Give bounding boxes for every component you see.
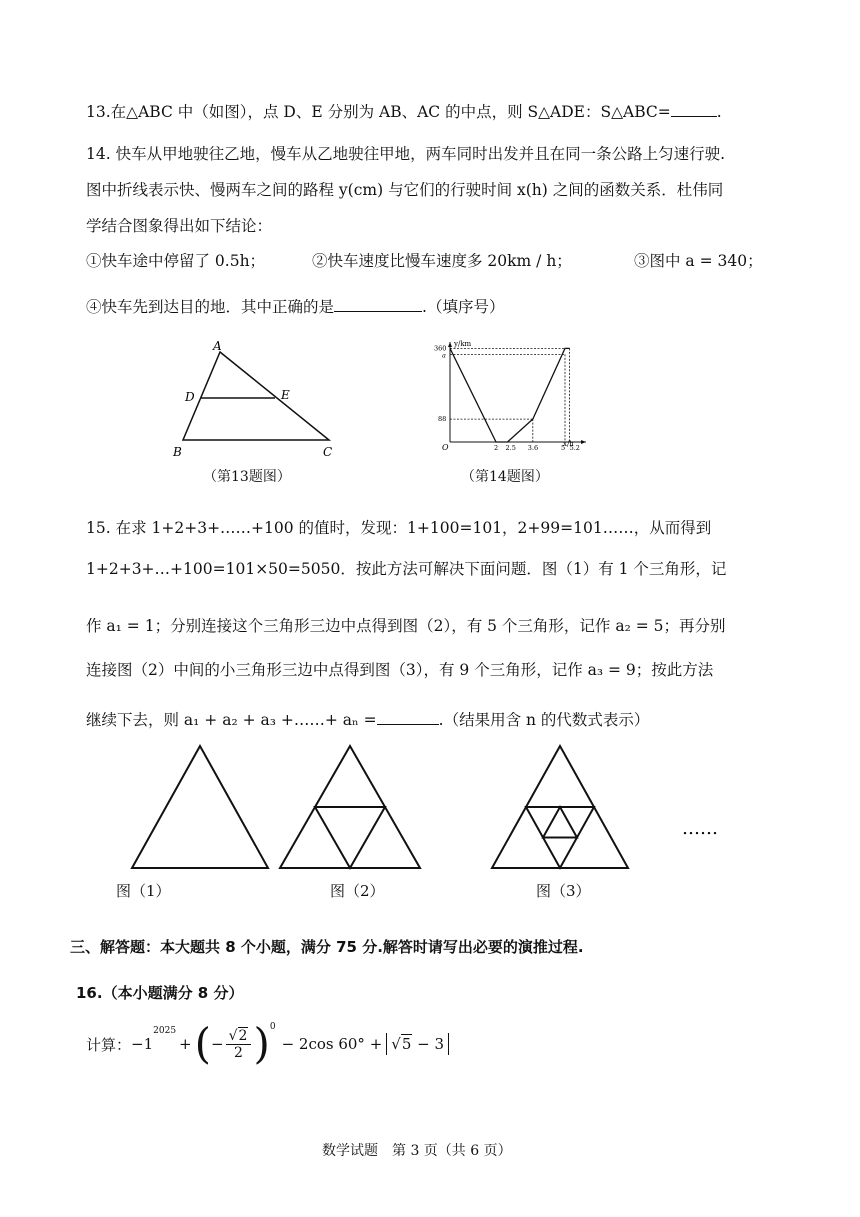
exponent-0: 0 (269, 1022, 276, 1032)
question-15-sum: 继续下去，则 a₁ + a₂ + a₃ +……+ aₙ = (86, 711, 377, 729)
question-14-conclusion-3: ③图中 a = 340； (634, 252, 763, 270)
exponent-2025: 2025 (153, 1026, 177, 1036)
figure-1-triangle (132, 746, 268, 868)
question-15-line-5 (86, 708, 649, 730)
figure-15-triangles (60, 740, 760, 875)
question-15-line-4: 连接图（2）中间的小三角形三边中点得到图（3），有 9 个三角形，记作 a₃ = 9；按此方法 (86, 661, 714, 679)
radicand-2: 2 (238, 1027, 248, 1044)
answer-blank-14[interactable] (334, 297, 422, 312)
question-15-line-3: 作 a₁ = 1；分别连接这个三角形三边中点得到图（2），有 5 个三角形，记作 a₂ = 5；再分别 (86, 617, 726, 635)
left-paren: ( (194, 1019, 212, 1068)
term-minus-one: −1 (131, 1035, 154, 1053)
question-14-conclusion-4: ④快车先到达目的地．其中正确的是 (86, 298, 335, 316)
label-e: E (281, 388, 290, 402)
minus-three: − 3 (412, 1035, 445, 1053)
figure-3-triangle (492, 746, 628, 868)
question-14-line-5 (86, 295, 504, 317)
denominator-2: 2 (234, 1044, 243, 1061)
cos-term: − 2cos 60° + (281, 1035, 383, 1053)
question-15-line-2: 1+2+3+…+100=101×50=5050．按此方法可解决下面问题．图（1）有 1 个三角形，记 (86, 560, 727, 578)
question-13 (86, 100, 722, 122)
label-a: A (213, 339, 222, 353)
label-d: D (185, 390, 195, 404)
compute-label: 计算： (86, 1035, 132, 1054)
question-16-heading: 16.（本小题满分 8 分） (76, 984, 244, 1002)
figure-2-caption: 图（2） (330, 882, 385, 900)
figure-14-caption: （第14题图） (461, 469, 549, 485)
question-13-end: . (716, 103, 722, 121)
question-14-end: .（填序号） (422, 298, 505, 316)
x-tick-2-5: 2.5 (505, 444, 516, 452)
question-14-conclusion-1: ①快车途中停留了 0.5h； (86, 252, 266, 270)
question-14-line-2: 图中折线表示快、慢两车之间的路程 y(cm) 与它们的行驶时间 x(h) 之间的函数关系．杜伟同 (86, 181, 724, 199)
x-axis-arrow (581, 440, 586, 444)
distance-line (450, 348, 570, 442)
question-15-end: .（结果用含 n 的代数式表示） (438, 711, 650, 729)
question-15-line-1: 15. 在求 1+2+3+……+100 的值时，发现：1+100=101，2+99=101……，从而得到 (86, 519, 712, 537)
x-tick-3-6: 3.6 (527, 444, 539, 452)
figure-2-triangle (280, 746, 420, 868)
x-axis-label: x/h (563, 440, 574, 448)
x-tick-2: 2 (494, 444, 499, 452)
absolute-value: √5 − 3 (386, 1033, 449, 1055)
fraction-sqrt2-over-2: $\frac{√2}{2}$ (226, 1028, 252, 1061)
y-tick-88: 88 (438, 415, 447, 424)
question-16-expression (86, 1020, 449, 1068)
label-c: C (323, 445, 333, 459)
ellipsis: …… (682, 818, 718, 839)
radicand-5: 5 (401, 1035, 412, 1053)
right-paren: ) (253, 1019, 270, 1068)
x-tick-5-2: 5.2 (569, 444, 580, 452)
question-13-text: 13.在△ABC 中（如图），点 D、E 分别为 AB、AC 的中点，则 S△ADE：S△ABC= (86, 103, 671, 121)
origin-label: O (442, 443, 449, 452)
plus-sign: + (179, 1035, 192, 1053)
answer-blank-13[interactable] (671, 102, 717, 117)
figure-13-caption: （第13题图） (203, 469, 291, 485)
y-axis-arrow (448, 342, 452, 347)
y-tick-a: a (442, 351, 446, 360)
answer-blank-15[interactable] (377, 710, 439, 725)
question-14-conclusion-2: ②快车速度比慢车速度多 20km / h； (312, 252, 572, 270)
y-tick-360: 360 (434, 344, 447, 353)
figure-14-graph (430, 338, 590, 458)
question-14-line-1: 14. 快车从甲地驶往乙地，慢车从乙地驶往甲地，两车同时出发并且在同一条公路上匀速行驶. (86, 145, 726, 163)
page-footer: 数学试题 第 3 页（共 6 页） (322, 1143, 512, 1159)
figure-1-caption: 图（1） (116, 882, 171, 900)
section-3-heading: 三、解答题：本大题共 8 个小题，满分 75 分.解答时请写出必要的演推过程. (70, 938, 584, 956)
question-14-line-3: 学结合图象得出如下结论： (86, 217, 273, 235)
figure-3-caption: 图（3） (536, 882, 591, 900)
negative-sign: − (211, 1035, 224, 1053)
x-tick-5: 5 (561, 444, 566, 452)
label-b: B (173, 445, 182, 459)
figure-13-triangle (165, 338, 350, 463)
y-axis-label: y/km (454, 340, 472, 348)
